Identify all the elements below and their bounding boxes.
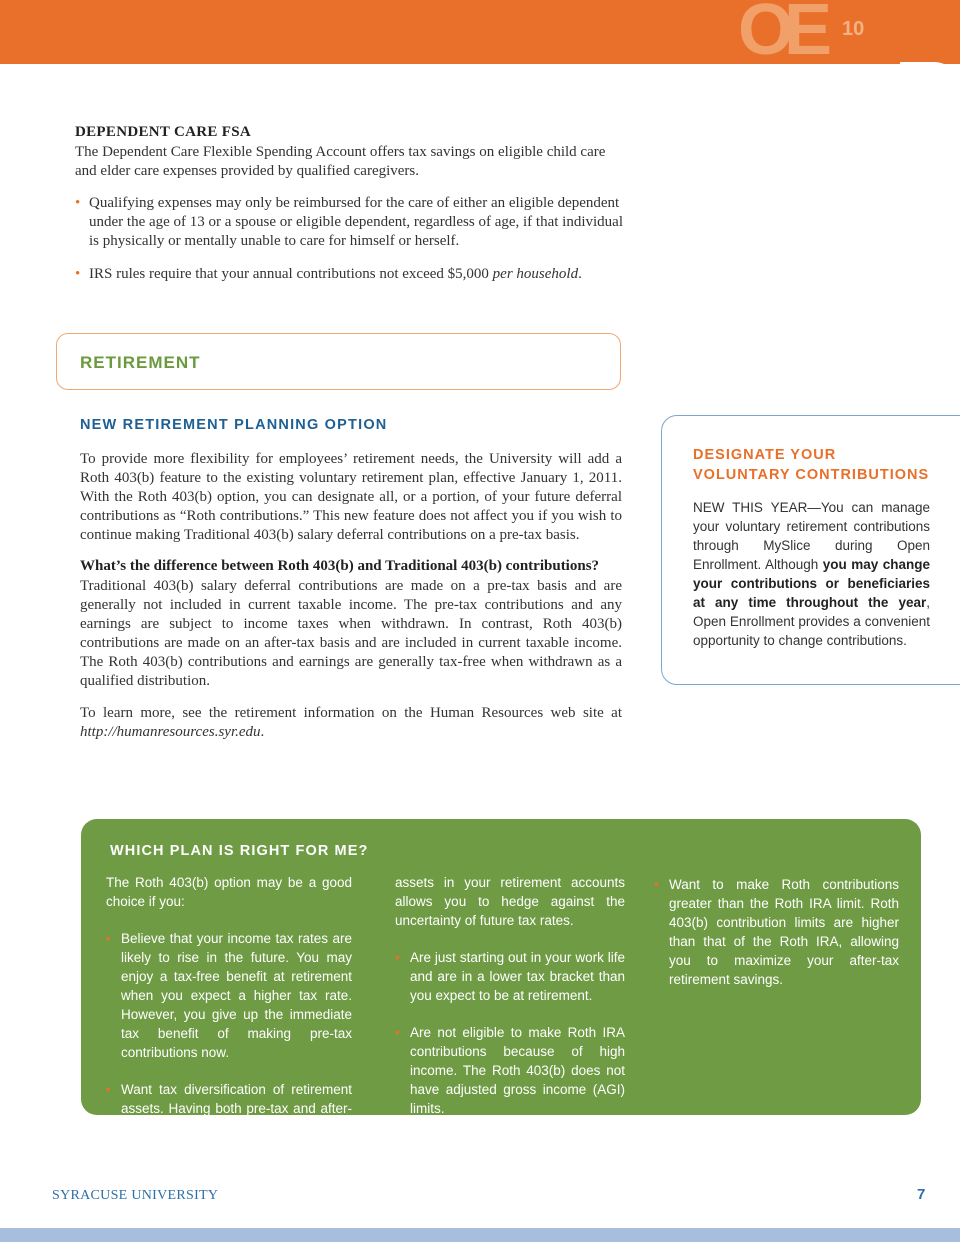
list-item: • Believe that your income tax rates are likely to rise in the future. You may enjoy a tax-free benefit at retirement when you expect a higher tax rate. However, you give up the immediate tax benefit of making pre-tax contributions now. xyxy=(106,931,352,1060)
retirement-subheading: NEW RETIREMENT PLANNING OPTION xyxy=(80,417,388,433)
bullet-icon: • xyxy=(106,931,111,946)
list-item: • Are not eligible to make Roth IRA contributions because of high income. The Roth 403(b) does not have adjusted gross income (AGI) limits. xyxy=(395,1025,625,1116)
oe-logo-number: 10 xyxy=(842,18,865,40)
retirement-paragraph-1: To provide more flexibility for employees’ retirement needs, the University will add a Roth 403(b) feature to the existing voluntary retirement plan, effective January 1, 2011. With the Roth 403(b) option, you can designate all, or a portion, of your future deferral contributions as “Roth contributions.” This new feature does not affect you if you wish to continue making Traditional 403(b) salary deferral contributions on a pre-tax basis. xyxy=(80,451,622,543)
list-item: • Are just starting out in your work life and are in a lower tax bracket than you expect to be at retirement. xyxy=(395,950,625,1003)
bullet-icon: • xyxy=(75,195,81,211)
retirement-paragraph-2: Traditional 403(b) salary deferral contributions are made on a pre-tax basis and are generally not included in current taxable income. The pre-tax contributions and any earnings are subject to income taxes when withdrawn. In contrast, Roth 403(b) contributions are made on an after-tax basis and are included in current taxable income. The Roth 403(b) contributions and earnings are generally tax-free when withdrawn as a qualified distribution. xyxy=(80,578,622,689)
hr-website-link[interactable]: http://humanresources.syr.edu xyxy=(80,724,261,740)
which-plan-column-2 xyxy=(395,873,625,1136)
dependent-care-bullets xyxy=(75,194,623,298)
which-plan-column-3 xyxy=(654,875,899,1007)
list-item: • Want to make Roth contributions greater than the Roth IRA limit. Roth 403(b) contribution limits are higher than that of the Roth IRA, allowing you to maximize your after-tax retirement savings. xyxy=(654,877,899,987)
sidebar-text: NEW THIS YEAR—You can manage your voluntary retirement contributions through MySlice during Open Enrollment. Although you may change your contributions or beneficiaries at any time throughout the year, Open Enrollment provides a convenient opportunity to change contributions. xyxy=(693,500,930,648)
bullet-icon: • xyxy=(395,950,400,965)
list-item: • IRS rules require that your annual contributions not exceed $5,000 per household. xyxy=(75,266,582,282)
bullet-icon: • xyxy=(75,266,81,282)
dependent-care-heading: DEPENDENT CARE FSA xyxy=(75,124,251,140)
sidebar-heading: DESIGNATE YOUR VOLUNTARY CONTRIBUTIONS xyxy=(693,447,930,483)
which-plan-intro: The Roth 403(b) option may be a good choice if you: xyxy=(106,875,352,909)
bullet-icon: • xyxy=(106,1082,111,1097)
list-item: • Qualifying expenses may only be reimbursed for the care of either an eligible dependent under the age of 13 or a spouse or eligible dependent, regardless of age, if that individual is physically or mentally unable to care for himself or herself. xyxy=(75,195,623,249)
which-plan-heading: WHICH PLAN IS RIGHT FOR ME? xyxy=(110,843,369,859)
retirement-paragraph-3: To learn more, see the retirement information on the Human Resources web site at http://humanresources.syr.edu. xyxy=(80,705,622,740)
footer-bar xyxy=(0,1228,960,1242)
dependent-care-intro: The Dependent Care Flexible Spending Account offers tax savings on eligible child care and elder care expenses provided by qualified caregivers. xyxy=(75,144,606,179)
bullet-icon: • xyxy=(654,877,659,892)
retirement-section-title: RETIREMENT xyxy=(80,353,201,372)
roth-question-heading: What’s the difference between Roth 403(b) and Traditional 403(b) contributions? xyxy=(80,558,600,574)
page-number: 7 xyxy=(917,1186,926,1203)
oe-logo: OE xyxy=(738,0,823,70)
footer-university: SYRACUSE UNIVERSITY xyxy=(52,1188,219,1203)
list-item-continued: assets in your retirement accounts allows you to hedge against the uncertainty of future tax rates. xyxy=(395,875,625,928)
bullet-icon: • xyxy=(395,1025,400,1040)
which-plan-column-1 xyxy=(106,873,352,1155)
header-corner xyxy=(900,62,960,102)
list-item: • Want tax diversification of retirement assets. Having both pre-tax and after-tax xyxy=(106,1082,352,1135)
